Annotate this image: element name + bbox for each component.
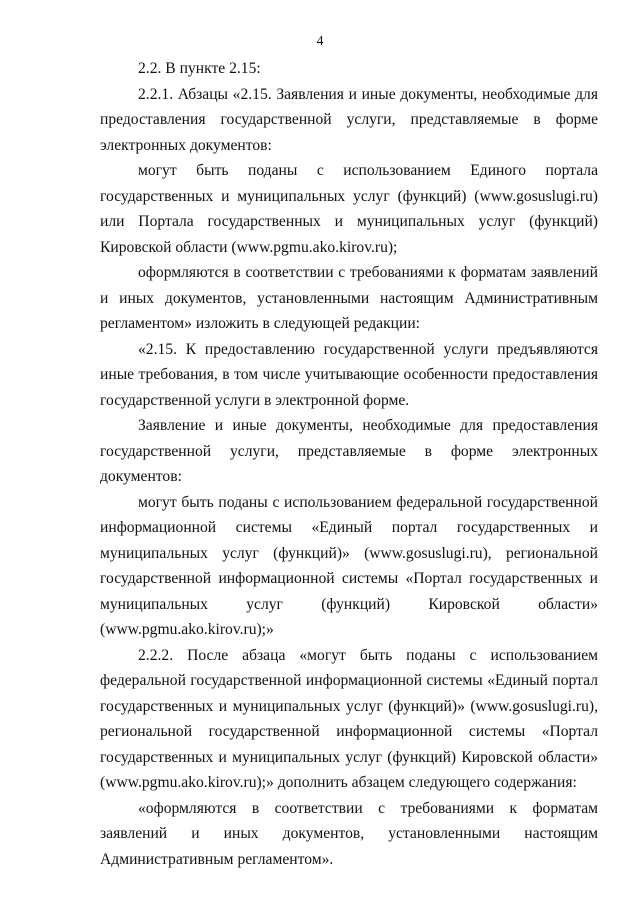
page-number: 4: [316, 34, 324, 49]
paragraph: «2.15. К предоставлению государственной услуги предъявляются иные требования, в том числе учитывающие особенности предоставления государственной услуги в электронной форме.: [100, 340, 598, 409]
paragraph: 2.2.1. Абзацы «2.15. Заявления и иные документы, необходимые для предоставления государственной услуги, представляемые в форме электронных документов:: [100, 85, 598, 154]
paragraph: «оформляются в соответствии с требованиями к форматам заявлений и иных документов, установленными настоящим Административным регламентом».: [100, 799, 598, 868]
paragraph: могут быть поданы с использованием федеральной государственной информационной системы «Единый портал государственных и муниципальных услуг (функций)» (www.gosuslugi.ru), региональной государственной информационной системы «Портал государственных и муниципальных услуг (функций) Кировской области» (www.pgmu.ako.kirov.ru);»: [100, 493, 598, 638]
paragraph: Заявление и иные документы, необходимые для предоставления государственной услуги, представляемые в форме электронных документов:: [100, 417, 598, 485]
paragraph: 2.2. В пункте 2.15:: [138, 60, 261, 77]
paragraph: 2.2.2. После абзаца «могут быть поданы с использованием федеральной государственной информационной системы «Единый портал государственных и муниципальных услуг (функций)» (www.gosuslugi.ru), региональной государственной информационной системы «Портал государственных и муниципальных услуг (функций) Кировской области» (www.pgmu.ako.kirov.ru);» дополнить абзацем следующего содержания:: [100, 646, 598, 791]
paragraph: могут быть поданы с использованием Единого портала государственных и муниципальных услуг (функций) (www.gosuslugi.ru) или Портала государственных и муниципальных услуг (функций) Кировской области (www.pgmu.ako.kirov.ru);: [100, 162, 598, 256]
document-body: [100, 56, 598, 872]
paragraph: оформляются в соответствии с требованиями к форматам заявлений и иных документов, установленными настоящим Административным регламентом» изложить в следующей редакции:: [100, 264, 598, 332]
